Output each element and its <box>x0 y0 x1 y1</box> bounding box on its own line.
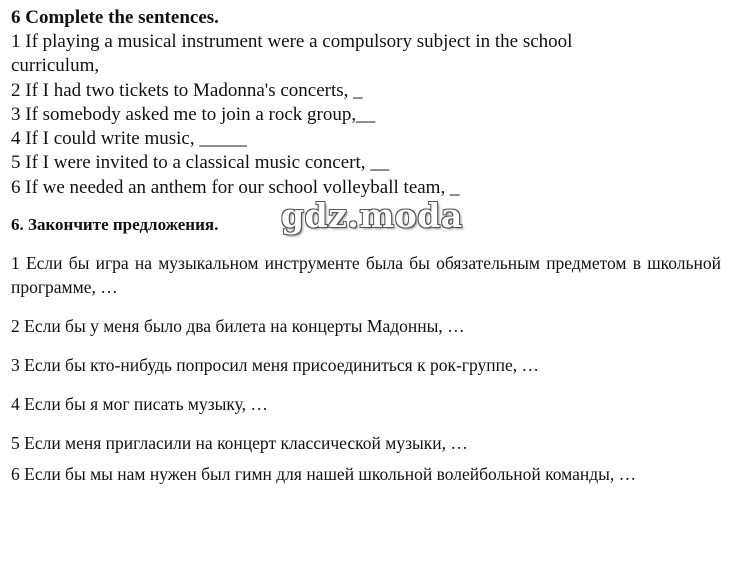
ru-sentence-4: 4 Если бы я мог писать музыку, … <box>11 394 268 415</box>
exercise-title-en: 6 Complete the sentences. <box>11 7 219 28</box>
en-sentence-1-line-2: curriculum, <box>11 55 100 77</box>
en-sentence-2: 2 If I had two tickets to Madonna's concerts, _ <box>11 79 363 101</box>
exercise-title-ru <box>11 196 721 236</box>
exercise-page <box>11 6 721 486</box>
en-sentence-3: 3 If somebody asked me to join a rock group,__ <box>11 103 376 125</box>
exercise-title-ru-text: 6. Закончите предложения. <box>11 215 219 235</box>
ru-sentence-1: 1 Если бы игра на музыкальном инструменте была бы обязательным предметом в школьной программе, … <box>11 253 721 298</box>
ru-sentence-2: 2 Если бы у меня было два билета на концерты Мадонны, … <box>11 316 465 337</box>
en-sentence-5: 5 If I were invited to a classical music concert, __ <box>11 152 390 174</box>
en-sentence-6: 6 If we needed an anthem for our school volleyball team, _ <box>11 176 460 198</box>
ru-sentence-5: 5 Если меня пригласили на концерт классической музыки, … <box>11 433 468 454</box>
en-sentence-1-line-1: 1 If playing a musical instrument were a compulsory subject in the school <box>11 31 573 52</box>
ru-sentence-6: 6 Если бы мы нам нужен был гимн для нашей школьной волейбольной команды, … <box>11 464 637 485</box>
en-sentence-4: 4 If I could write music, _____ <box>11 128 247 150</box>
ru-sentence-3: 3 Если бы кто-нибудь попросил меня присоединиться к рок-группе, … <box>11 355 539 376</box>
watermark-logo: gdz.moda <box>281 196 463 236</box>
